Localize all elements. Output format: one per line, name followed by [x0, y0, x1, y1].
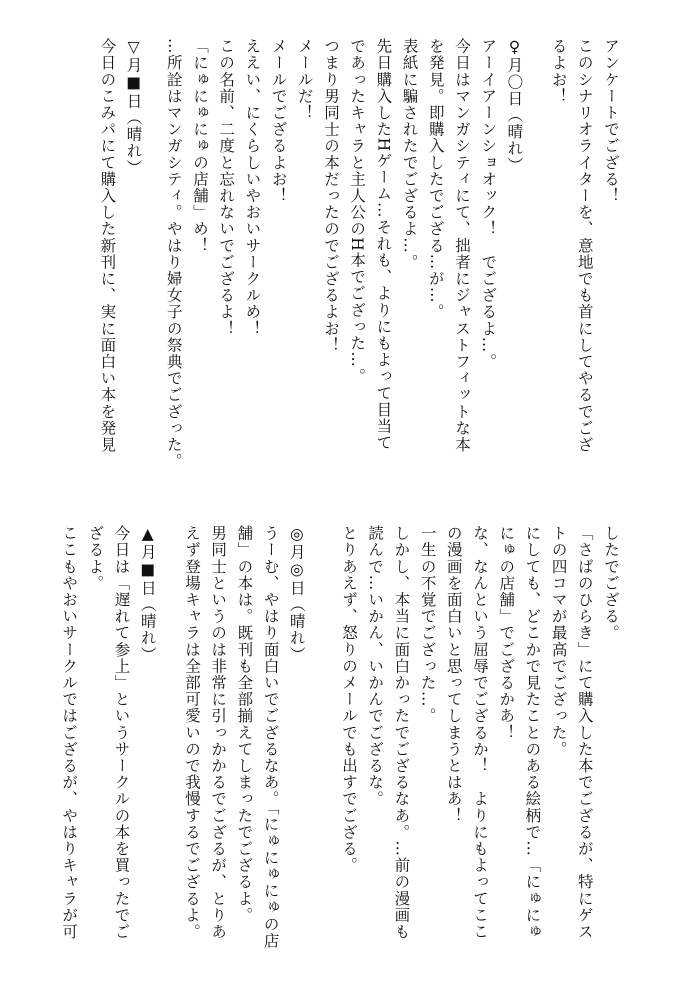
text-line: 今日はマンガシティにて、拙者にジャストフィットな本: [452, 38, 471, 453]
text-line: …所詮はマンガシティ。やはり婦女子の祭典でござった。: [164, 38, 183, 470]
text-line: この名前、二度と忘れないでござるよ！: [217, 38, 236, 337]
text-line: 「にゅにゅにゅの店舗」め！: [190, 38, 209, 254]
text-line: にしても、どこかで見たことのある絵柄で…「にゅにゅ: [523, 525, 542, 940]
text-line: るよお！: [549, 38, 568, 105]
text-line: したでござる。: [602, 525, 620, 642]
spacer: [310, 525, 336, 995]
text-line: 「さばのひらき」にて購入した本でござるが、特にゲス: [575, 525, 594, 940]
text-line: しかし、本当に面白かったでござるなあ。…前の漫画も: [392, 525, 411, 940]
diary-date-heading: ▽月■日（晴れ）: [124, 38, 143, 176]
text-line: な、なんという屈辱でござるか！ よりにもよってここ: [470, 525, 489, 940]
diary-date-heading: ◎月◎日（晴れ）: [287, 525, 306, 663]
text-line: アーイアーンショオック！ でござるよ…。: [479, 38, 498, 370]
text-line: 今日は「遅れて参上」というサークルの本を買ったでご: [112, 525, 131, 940]
text-line: 表紙に騙されたでござるよ…。: [400, 38, 419, 271]
text-line: を発見。即購入したでござる…が…。: [426, 38, 445, 321]
text-line: トの四コマが最高でござった。: [549, 525, 568, 758]
text-line: 先日購入したHゲーム…それも、よりにもよって目当て: [374, 38, 393, 452]
spacer: [624, 525, 628, 995]
text-line: アンケートでござる！: [602, 38, 620, 204]
text-line: ざるよ。: [86, 525, 105, 592]
text-line: にゅの店舗」でござるかあ！: [497, 525, 516, 741]
text-line: つまり男同士の本だったのでござるよお！: [321, 38, 340, 354]
text-line: このシナリオライターを、意地でも首にしてやるでござ: [575, 38, 594, 453]
upper-text-column-block: [30, 38, 628, 508]
text-line: 舗」の本は。既刊も全部揃えてしまったでござるよ。: [235, 525, 254, 924]
spacer: [161, 525, 179, 995]
text-line: うーむ、やはり面白いでござるなあ。「にゅにゅにゅの店: [261, 525, 280, 949]
text-line: えず登場キャラは全部可愛いので我慢するでござるよ。: [182, 525, 201, 940]
text-line: メールでござるよお！: [269, 38, 288, 204]
text-line: の漫画を面白いと思ってしまうとはあ！: [444, 525, 463, 824]
diary-date-heading: ♀月〇日（晴れ）: [505, 38, 524, 174]
text-line: とりあえず、怒りのメールでも出すでござる。: [339, 525, 358, 874]
text-line: 読んで…いかん、いかんでござるな。: [366, 525, 385, 808]
diary-date-heading: ▲月■日（晴れ）: [138, 525, 157, 663]
text-line: であったキャラと主人公のH本でござった…。: [348, 38, 367, 385]
spacer: [624, 38, 628, 508]
spacer: [147, 38, 161, 508]
text-line: ええい、にくらしいやおいサークルめ！: [243, 38, 262, 337]
lower-text-column-block: [30, 525, 628, 995]
text-line: 男同士というのは非常に引っかかるでござるが、とりあ: [209, 525, 228, 940]
text-line: メールだ！: [295, 38, 314, 121]
text-line: ここもやおいサークルではござるが、やはりキャラが可: [60, 525, 79, 940]
text-line: 一生の不覚でござった…。: [418, 525, 437, 725]
text-line: 今日のこみパにて購入した新刊に、実に面白い本を発見: [98, 38, 117, 453]
spacer: [527, 38, 545, 508]
